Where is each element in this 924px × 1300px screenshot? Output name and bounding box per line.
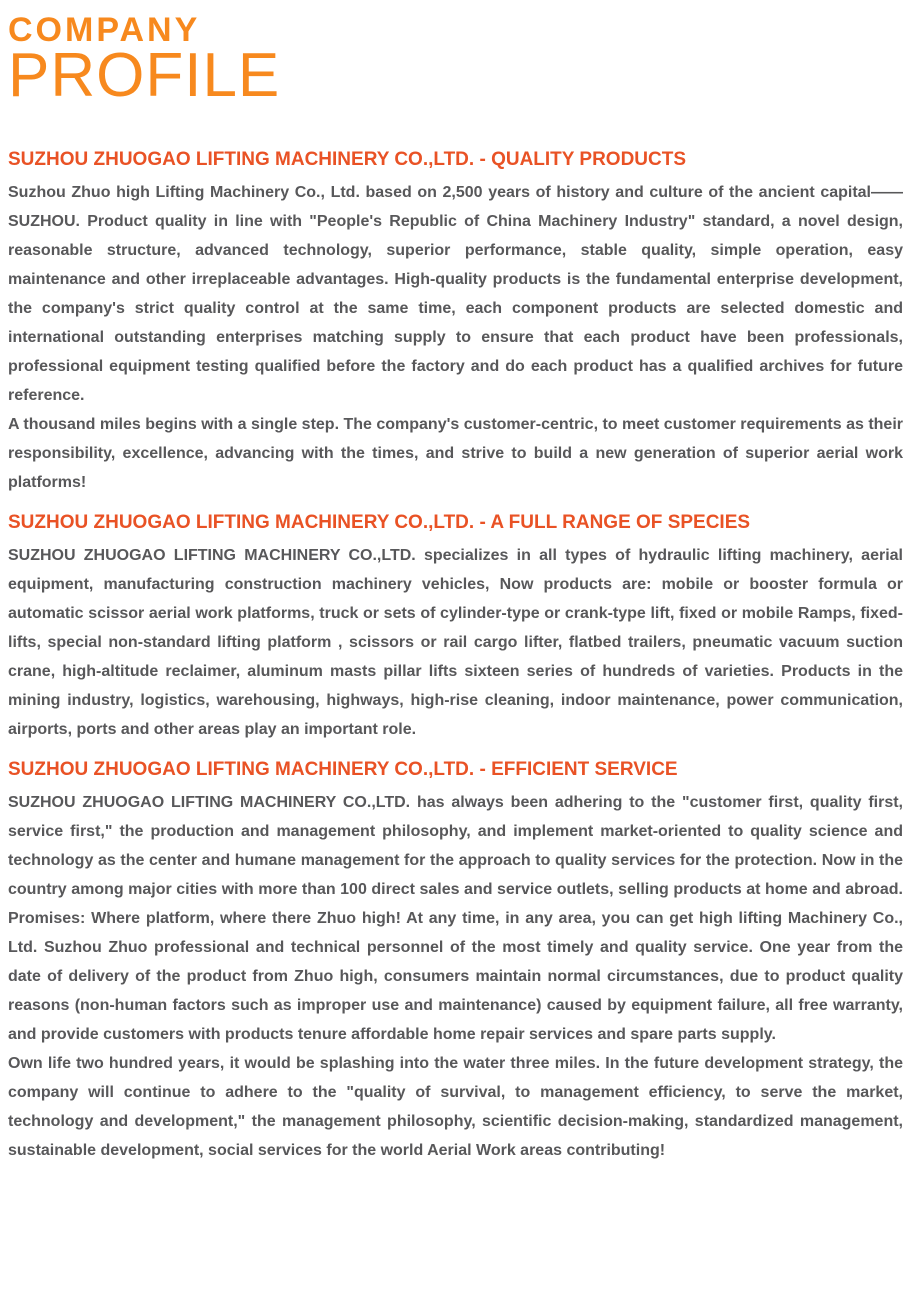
page-title-profile: PROFILE [8,41,281,110]
profile-content [8,149,903,1165]
section-full-range-of-species [8,512,903,744]
section-efficient-service [8,759,903,1165]
paragraph: SUZHOU ZHUOGAO LIFTING MACHINERY CO.,LTD. has always been adhering to the "customer first, quality first, service first," the production and management philosophy, and implement market-oriented to quality science and technology as the center and humane management for the approach to quality services for the protection. Now in the country among major cities with more than 100 direct sales and service outlets, selling products at home and abroad. Promises: Where platform, where there Zhuo high! At any time, in any area, you can get high lifting Machinery Co., Ltd. Suzhou Zhuo professional and technical personnel of the most timely and quality service. One year from the date of delivery of the product from Zhuo high, consumers maintain normal circumstances, due to product quality reasons (non-human factors such as improper use and maintenance) caused by equipment failure, all free warranty, and provide customers with products tenure affordable home repair services and spare parts supply. [8,794,903,1043]
page-title-company: COMPANY [8,11,201,49]
paragraph: Own life two hundred years, it would be splashing into the water three miles. In the future development strategy, the company will continue to adhere to the "quality of survival, to management efficiency, to serve the market, technology and development," the management philosophy, scientific decision-making, standardized management, sustainable development, social services for the world Aerial Work areas contributing! [8,1055,903,1159]
paragraph: A thousand miles begins with a single step. The company's customer-centric, to meet customer requirements as their responsibility, excellence, advancing with the times, and strive to build a new generation of superior aerial work platforms! [8,416,903,491]
section-quality-products [8,149,903,497]
section-heading-full-range-of-species: SUZHOU ZHUOGAO LIFTING MACHINERY CO.,LTD. - A FULL RANGE OF SPECIES [8,512,751,533]
section-heading-efficient-service: SUZHOU ZHUOGAO LIFTING MACHINERY CO.,LTD. - EFFICIENT SERVICE [8,759,678,780]
paragraph: Suzhou Zhuo high Lifting Machinery Co., Ltd. based on 2,500 years of history and culture of the ancient capital——SUZHOU. Product quality in line with "People's Republic of China Machinery Industry" standard, a novel design, reasonable structure, advanced technology, superior performance, stable quality, simple operation, easy maintenance and other irreplaceable advantages. High-quality products is the fundamental enterprise development, the company's strict quality control at the same time, each component products are selected domestic and international outstanding enterprises matching supply to ensure that each product have been professionals, professional equipment testing qualified before the factory and do each product has a qualified archives for future reference. [8,184,903,404]
paragraph: SUZHOU ZHUOGAO LIFTING MACHINERY CO.,LTD. specializes in all types of hydraulic lifting machinery, aerial equipment, manufacturing construction machinery vehicles, Now products are: mobile or booster formula or automatic scissor aerial work platforms, truck or sets of cylinder-type or crank-type lift, fixed or mobile Ramps, fixed-lifts, special non-standard lifting platform , scissors or rail cargo lifter, flatbed trailers, pneumatic vacuum suction crane, high-altitude reclaimer, aluminum masts pillar lifts sixteen series of hundreds of varieties. Products in the mining industry, logistics, warehousing, highways, high-rise cleaning, indoor maintenance, power communication, airports, ports and other areas play an important role. [8,547,903,738]
section-heading-quality-products: SUZHOU ZHUOGAO LIFTING MACHINERY CO.,LTD. - QUALITY PRODUCTS [8,149,687,170]
page-header [8,11,903,110]
